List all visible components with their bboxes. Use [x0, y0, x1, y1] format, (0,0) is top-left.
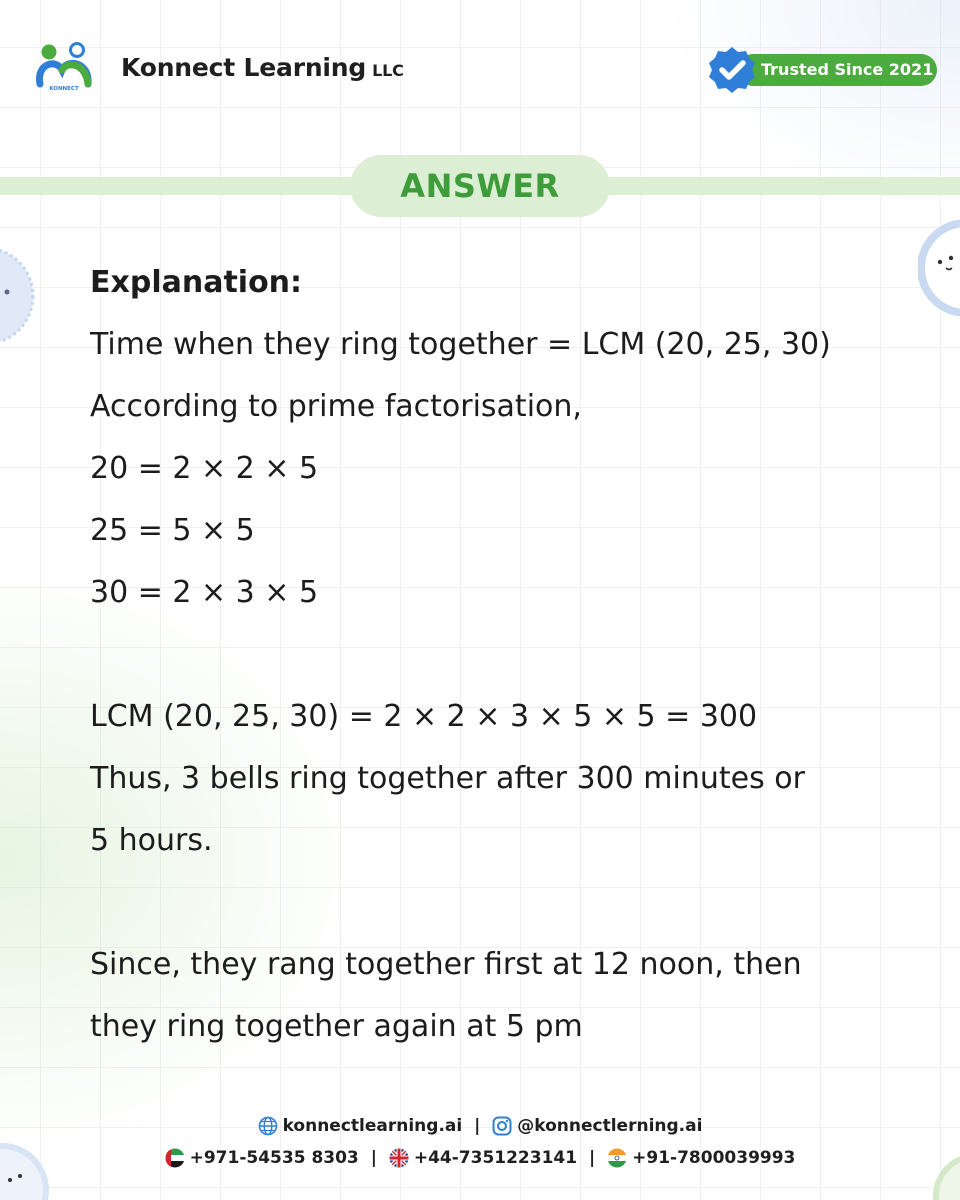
header	[0, 0, 960, 130]
trusted-badge	[707, 45, 939, 95]
uae-flag-icon	[165, 1148, 185, 1168]
footer-row-phones	[0, 1142, 960, 1174]
india-flag-icon	[607, 1148, 627, 1168]
konnect-logo	[34, 40, 94, 92]
text-line: Time when they ring together = LCM (20, 25, 30)	[90, 327, 831, 362]
separator: |	[370, 1148, 377, 1168]
instagram-text: @konnectlerning.ai	[517, 1116, 703, 1136]
decor-blob-right	[918, 220, 960, 316]
uk-flag-icon	[389, 1148, 409, 1168]
phone-uk[interactable]	[389, 1142, 577, 1174]
separator: |	[589, 1148, 596, 1168]
text-line: Since, they rang together first at 12 noon, then	[90, 947, 802, 982]
website-link[interactable]	[258, 1110, 463, 1142]
text-line: 20 = 2 × 2 × 5	[90, 451, 319, 486]
text-line: they ring together again at 5 pm	[90, 1009, 583, 1044]
text-line: According to prime factorisation,	[90, 389, 582, 424]
explanation-heading: Explanation:	[90, 265, 303, 300]
website-text: konnectlearning.ai	[282, 1116, 463, 1136]
text-line: 25 = 5 × 5	[90, 513, 255, 548]
text-line: 5 hours.	[90, 823, 213, 858]
trusted-label: Trusted Since 2021	[737, 54, 937, 86]
instagram-icon	[492, 1116, 512, 1136]
phone-in-text: +91-7800039993	[632, 1148, 796, 1168]
globe-icon	[258, 1116, 278, 1136]
phone-uk-text: +44-7351223141	[413, 1148, 578, 1168]
separator: |	[474, 1116, 481, 1136]
footer-contacts	[0, 1110, 960, 1174]
text-line: LCM (20, 25, 30) = 2 × 2 × 3 × 5 × 5 = 300	[90, 699, 758, 734]
paragraph-gap	[90, 872, 890, 934]
verified-check-icon	[707, 45, 757, 95]
phone-uae-text: +971-54535 8303	[189, 1148, 359, 1168]
brand-suffix: LLC	[372, 61, 404, 80]
phone-uae[interactable]	[165, 1142, 359, 1174]
logo-text: KONNECT	[49, 86, 79, 92]
instagram-link[interactable]	[492, 1110, 702, 1142]
text-line: 30 = 2 × 3 × 5	[90, 575, 319, 610]
paragraph-gap	[90, 624, 890, 686]
phone-in[interactable]	[607, 1142, 795, 1174]
explanation-body	[90, 252, 890, 1058]
decor-blob-left	[0, 244, 35, 348]
answer-title: ANSWER	[350, 155, 610, 217]
footer-row-web	[0, 1110, 960, 1142]
brand-name-text: Konnect Learning	[121, 53, 367, 82]
text-line: Thus, 3 bells ring together after 300 minutes or	[90, 761, 805, 796]
brand-name	[121, 53, 404, 82]
